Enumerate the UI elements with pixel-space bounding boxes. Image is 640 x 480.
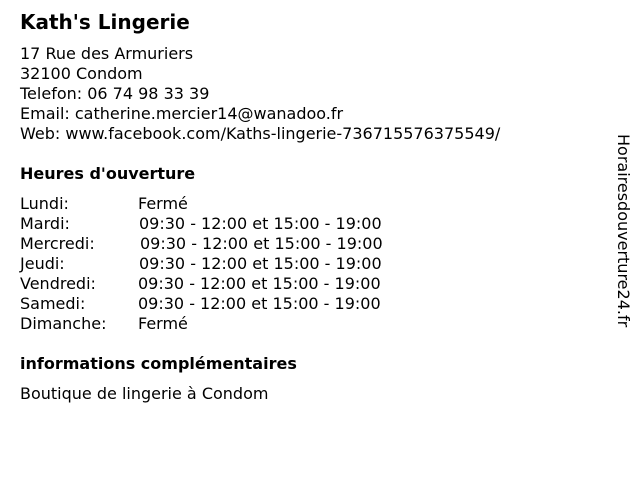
additional-info-heading: informations complémentaires	[20, 354, 297, 373]
time-value: Fermé	[138, 314, 188, 333]
time-value: 09:30 - 12:00 et 15:00 - 19:00	[138, 294, 381, 313]
day-label: Vendredi:	[20, 274, 96, 293]
time-value: 09:30 - 12:00 et 15:00 - 19:00	[139, 254, 382, 273]
day-label: Dimanche:	[20, 314, 107, 333]
time-value: 09:30 - 12:00 et 15:00 - 19:00	[138, 274, 381, 293]
web-line: Web: www.facebook.com/Kaths-lingerie-736715576375549/	[20, 124, 501, 143]
address-city: 32100 Condom	[20, 64, 143, 83]
time-value: Fermé	[138, 194, 188, 213]
day-label: Mercredi:	[20, 234, 95, 253]
time-value: 09:30 - 12:00 et 15:00 - 19:00	[139, 214, 382, 233]
day-label: Mardi:	[20, 214, 70, 233]
watermark	[612, 134, 634, 374]
day-label: Jeudi:	[20, 254, 65, 273]
business-name: Kath's Lingerie	[20, 10, 190, 34]
contact-block	[20, 44, 500, 144]
day-label: Samedi:	[20, 294, 86, 313]
additional-info-text: Boutique de lingerie à Condom	[20, 384, 269, 403]
opening-hours-heading: Heures d'ouverture	[20, 164, 196, 183]
email-line: Email: catherine.mercier14@wanadoo.fr	[20, 104, 344, 123]
watermark-text: Horairesdouverture24.fr	[614, 134, 633, 328]
day-label: Lundi:	[20, 194, 69, 213]
address-street: 17 Rue des Armuriers	[20, 44, 194, 63]
time-value: 09:30 - 12:00 et 15:00 - 19:00	[140, 234, 383, 253]
phone-line: Telefon: 06 74 98 33 39	[20, 84, 210, 103]
